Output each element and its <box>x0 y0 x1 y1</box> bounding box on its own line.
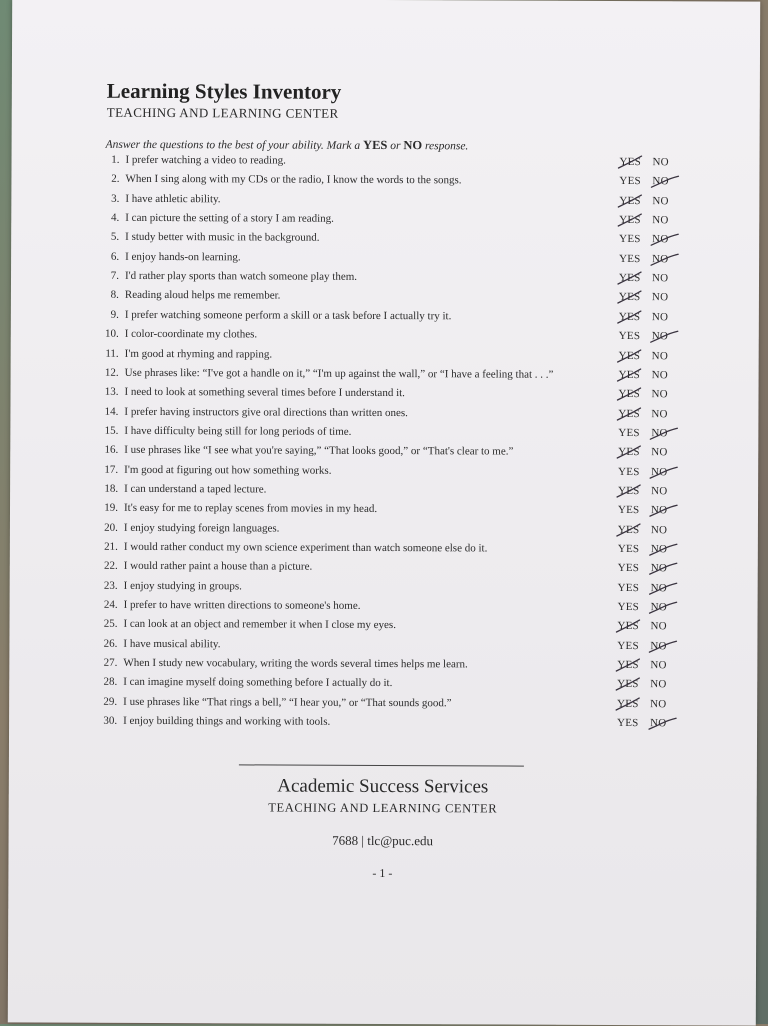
question-number: 9. <box>110 308 119 321</box>
no-option[interactable]: NO <box>650 678 667 691</box>
question-number: 3. <box>111 192 120 205</box>
question-list <box>98 153 698 730</box>
no-option[interactable]: NO <box>651 291 669 304</box>
no-option[interactable]: NO <box>650 659 667 672</box>
page-number: - 1 - <box>372 865 393 881</box>
footer-divider <box>239 764 524 766</box>
question-number: 23. <box>103 579 118 592</box>
question-number: 26. <box>103 637 118 650</box>
no-option[interactable]: NO <box>652 252 669 265</box>
question-text: Reading aloud helps me remember. <box>124 289 281 302</box>
no-option[interactable]: NO <box>652 233 669 246</box>
yes-option[interactable]: YES <box>618 291 641 304</box>
yes-option[interactable]: YES <box>619 233 641 246</box>
instructions <box>106 137 469 154</box>
yes-option[interactable]: YES <box>619 194 641 207</box>
worksheet-page <box>8 0 760 1026</box>
question-number: 18. <box>104 482 119 495</box>
question-number: 7. <box>110 269 120 282</box>
no-option[interactable]: NO <box>651 427 668 440</box>
question-text: I enjoy hands-on learning. <box>125 250 241 264</box>
document-title: Learning Styles Inventory <box>106 78 342 104</box>
question-text: When I sing along with my CDs or the radio, I know the words to the songs. <box>125 173 462 187</box>
question-row <box>97 289 697 310</box>
no-option[interactable]: NO <box>650 523 668 536</box>
question-number: 24. <box>103 598 118 611</box>
question-number: 11. <box>105 347 119 360</box>
question-row <box>95 657 695 678</box>
question-text: I can picture the setting of a story I am reading. <box>125 211 334 225</box>
question-text: I prefer having instructors give oral directions than written ones. <box>124 405 408 419</box>
question-text: I can look at an object and remember it when I close my eyes. <box>123 618 397 632</box>
question-row <box>96 541 696 562</box>
question-text: Use phrases like: “I've got a handle on it,” “I'm up against the wall,” or “I have a feeling that . . .” <box>124 366 554 381</box>
instructions-or: or <box>387 140 404 153</box>
question-number: 10. <box>104 327 119 340</box>
question-text: I prefer to have written directions to someone's home. <box>123 598 361 612</box>
question-row <box>97 270 697 291</box>
yes-option[interactable]: YES <box>617 523 640 536</box>
question-text: I have musical ability. <box>123 637 221 651</box>
yes-option[interactable]: YES <box>618 465 640 478</box>
yes-option[interactable]: YES <box>618 330 641 343</box>
question-text: I have difficulty being still for long periods of time. <box>124 424 352 438</box>
question-row <box>97 250 697 271</box>
yes-option[interactable]: YES <box>618 388 640 401</box>
no-option[interactable]: NO <box>652 194 669 207</box>
yes-option[interactable]: YES <box>617 659 639 672</box>
question-row <box>96 405 696 426</box>
no-option[interactable]: NO <box>651 369 668 382</box>
yes-option[interactable]: YES <box>619 156 641 169</box>
yes-option[interactable]: YES <box>617 504 640 517</box>
yes-option[interactable]: YES <box>617 639 639 652</box>
yes-option[interactable]: YES <box>618 368 641 381</box>
yes-option[interactable]: YES <box>618 310 641 323</box>
question-row <box>96 483 696 504</box>
footer-contact: 7688 | tlc@puc.edu <box>332 832 434 849</box>
no-option[interactable]: NO <box>650 543 668 556</box>
question-row <box>97 231 697 252</box>
footer-title: Academic Success Services <box>277 775 489 798</box>
question-row <box>96 463 696 484</box>
yes-option[interactable]: YES <box>617 601 640 614</box>
yes-option[interactable]: YES <box>618 426 640 440</box>
question-number: 13. <box>104 385 119 399</box>
question-row <box>96 502 696 523</box>
question-row <box>97 367 697 388</box>
question-text: I enjoy building things and working with tools. <box>123 715 331 728</box>
question-number: 29. <box>103 695 118 708</box>
question-number: 4. <box>111 211 120 224</box>
no-option[interactable]: NO <box>650 581 667 594</box>
no-option[interactable]: NO <box>651 272 669 285</box>
question-row <box>95 715 695 736</box>
question-text: I need to look at something several times before I understand it. <box>124 386 405 400</box>
no-option[interactable]: NO <box>650 717 667 730</box>
question-row <box>97 347 697 368</box>
yes-option[interactable]: YES <box>617 581 640 594</box>
question-row <box>96 386 696 407</box>
no-option[interactable]: NO <box>651 407 668 420</box>
question-row <box>96 444 696 465</box>
question-row <box>97 212 697 233</box>
no-option[interactable]: NO <box>651 388 668 401</box>
question-text: I'd rather play sports than watch someone play them. <box>125 269 358 283</box>
question-number: 5. <box>110 231 120 244</box>
question-row <box>95 637 695 658</box>
yes-option[interactable]: YES <box>617 562 640 575</box>
no-option[interactable]: NO <box>651 446 668 459</box>
yes-option[interactable]: YES <box>617 678 639 691</box>
question-row <box>96 521 696 542</box>
question-row <box>97 328 697 349</box>
no-option[interactable]: NO <box>650 697 667 711</box>
question-text: I enjoy studying foreign languages. <box>123 521 280 535</box>
question-text: I have athletic ability. <box>125 192 221 205</box>
question-number: 21. <box>104 540 118 553</box>
yes-option[interactable]: YES <box>617 697 639 710</box>
question-number: 15. <box>104 424 119 437</box>
yes-option[interactable]: YES <box>617 543 640 556</box>
instructions-yes: YES <box>363 137 388 153</box>
question-number: 25. <box>103 618 118 631</box>
yes-option[interactable]: YES <box>618 272 641 285</box>
yes-option[interactable]: YES <box>618 349 641 362</box>
question-number: 12. <box>104 366 119 379</box>
question-text: It's easy for me to replay scenes from movies in my head. <box>123 502 378 516</box>
no-option[interactable]: NO <box>652 156 669 169</box>
no-option[interactable]: NO <box>650 601 667 614</box>
question-row <box>95 696 695 717</box>
question-number: 20. <box>104 521 118 534</box>
question-number: 14. <box>104 405 119 418</box>
question-number: 16. <box>104 444 119 457</box>
question-number: 8. <box>110 289 119 302</box>
yes-option[interactable]: YES <box>619 252 641 265</box>
question-text: When I study new vocabulary, writing the words several times helps me learn. <box>123 656 468 671</box>
no-option[interactable]: NO <box>650 620 667 633</box>
question-row <box>96 425 696 446</box>
question-text: I would rather paint a house than a picture. <box>123 560 313 574</box>
no-option[interactable]: NO <box>652 214 669 227</box>
instructions-text-2: response. <box>422 140 469 153</box>
question-text: I can understand a taped lecture. <box>124 482 267 496</box>
instructions-no: NO <box>403 138 423 153</box>
yes-option[interactable]: YES <box>618 484 640 498</box>
yes-option[interactable]: YES <box>617 620 639 633</box>
no-option[interactable]: NO <box>650 639 667 652</box>
question-number: 6. <box>110 250 120 263</box>
question-row <box>97 173 697 194</box>
question-row <box>96 579 696 600</box>
footer-subtitle: TEACHING AND LEARNING CENTER <box>268 800 498 816</box>
no-option[interactable]: NO <box>651 485 668 498</box>
no-option[interactable]: NO <box>652 175 669 188</box>
question-text: I use phrases like “That rings a bell,” “I hear you,” or “That sounds good.” <box>123 695 452 710</box>
document-subtitle: TEACHING AND LEARNING CENTER <box>106 104 339 121</box>
yes-option[interactable]: YES <box>617 717 639 730</box>
no-option[interactable]: NO <box>651 330 669 343</box>
no-option[interactable]: NO <box>650 504 668 517</box>
no-option[interactable]: NO <box>651 349 669 362</box>
question-row <box>97 309 697 330</box>
question-number: 17. <box>104 463 119 476</box>
question-row <box>95 618 695 639</box>
yes-option[interactable]: YES <box>619 214 641 227</box>
no-option[interactable]: NO <box>651 310 669 324</box>
question-number: 28. <box>103 676 118 689</box>
question-number: 27. <box>103 656 118 669</box>
yes-option[interactable]: YES <box>618 446 640 459</box>
question-text: I prefer watching someone perform a skill or a task before I actually try it. <box>124 308 452 323</box>
question-row <box>97 192 697 213</box>
yes-option[interactable]: YES <box>619 175 641 188</box>
question-text: I'm good at rhyming and rapping. <box>124 347 273 361</box>
question-text: I study better with music in the background. <box>125 231 320 245</box>
question-text: I enjoy studying in groups. <box>123 579 242 593</box>
question-row <box>95 676 695 697</box>
no-option[interactable]: NO <box>650 562 668 575</box>
question-number: 19. <box>104 502 119 515</box>
question-row <box>96 560 696 581</box>
question-row <box>97 154 697 175</box>
question-number: 30. <box>103 714 118 727</box>
yes-option[interactable]: YES <box>618 407 640 420</box>
question-number: 2. <box>111 173 120 186</box>
instructions-text-1: Answer the questions to the best of your ability. Mark a <box>105 138 364 152</box>
question-text: I would rather conduct my own science experiment than watch someone else do it. <box>123 540 488 555</box>
question-text: I use phrases like “I see what you're saying,” “That looks good,” or “That's clear to me.” <box>124 444 514 458</box>
question-text: I prefer watching a video to reading. <box>125 153 286 167</box>
question-number: 22. <box>103 560 118 573</box>
question-number: 1. <box>111 153 120 166</box>
question-text: I color-coordinate my clothes. <box>124 328 258 341</box>
question-text: I can imagine myself doing something before I actually do it. <box>123 676 393 690</box>
question-text: I'm good at figuring out how something works. <box>124 463 332 477</box>
no-option[interactable]: NO <box>651 465 668 478</box>
question-row <box>96 599 696 620</box>
